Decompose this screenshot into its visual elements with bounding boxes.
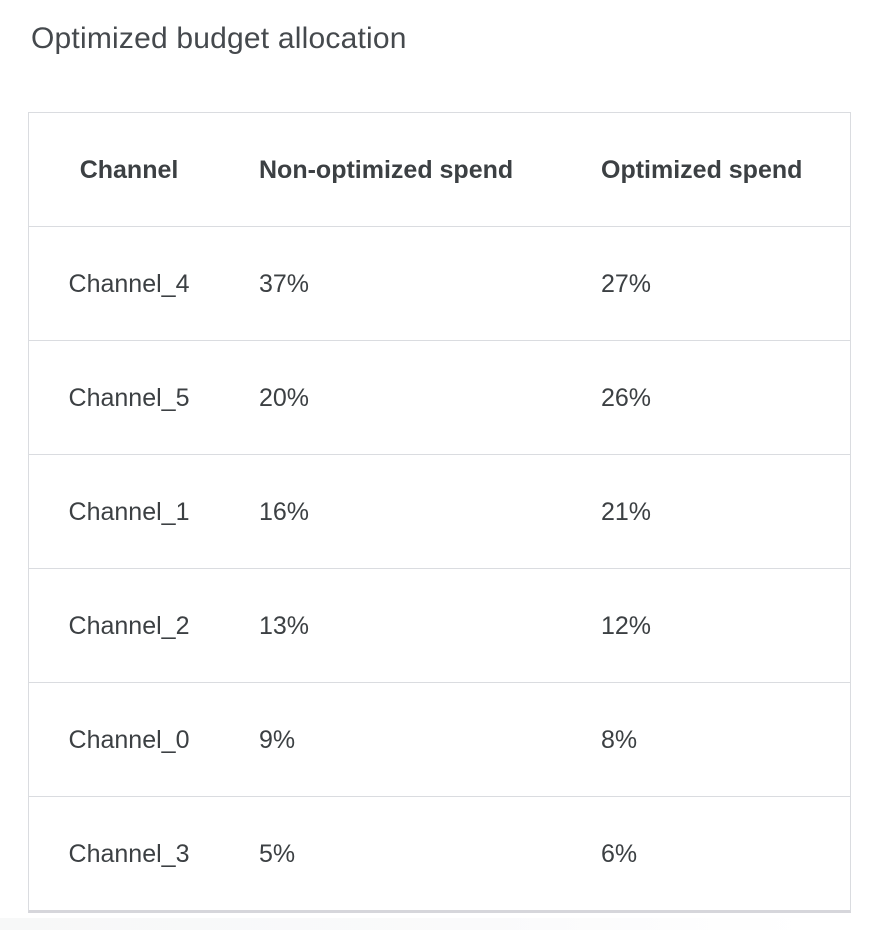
cell-non-optimized-spend: 5% bbox=[259, 839, 296, 868]
table-row bbox=[29, 796, 850, 910]
next-section-edge bbox=[0, 918, 878, 930]
budget-allocation-table bbox=[28, 112, 851, 913]
cell-optimized-spend: 21% bbox=[601, 497, 652, 526]
column-header-non-optimized-spend: Non-optimized spend bbox=[259, 155, 514, 184]
cell-channel: Channel_1 bbox=[68, 497, 190, 526]
cell-optimized-spend: 27% bbox=[601, 269, 652, 298]
cell-optimized-spend: 8% bbox=[601, 725, 638, 754]
cell-non-optimized-spend: 13% bbox=[259, 611, 310, 640]
cell-non-optimized-spend: 37% bbox=[259, 269, 310, 298]
table-header-row bbox=[29, 113, 850, 226]
cell-channel: Channel_5 bbox=[68, 383, 190, 412]
cell-optimized-spend: 6% bbox=[601, 839, 638, 868]
table-row bbox=[29, 454, 850, 568]
cell-non-optimized-spend: 16% bbox=[259, 497, 310, 526]
cell-optimized-spend: 26% bbox=[601, 383, 652, 412]
cell-channel: Channel_0 bbox=[68, 725, 190, 754]
table-row bbox=[29, 568, 850, 682]
table-row bbox=[29, 682, 850, 796]
table-row bbox=[29, 226, 850, 340]
column-header-channel: Channel bbox=[79, 155, 179, 184]
cell-channel: Channel_4 bbox=[68, 269, 190, 298]
page-title: Optimized budget allocation bbox=[31, 22, 407, 55]
cell-channel: Channel_2 bbox=[68, 611, 190, 640]
table-row bbox=[29, 340, 850, 454]
column-header-optimized-spend: Optimized spend bbox=[601, 155, 803, 184]
cell-non-optimized-spend: 20% bbox=[259, 383, 310, 412]
cell-optimized-spend: 12% bbox=[601, 611, 652, 640]
cell-channel: Channel_3 bbox=[68, 839, 190, 868]
cell-non-optimized-spend: 9% bbox=[259, 725, 296, 754]
